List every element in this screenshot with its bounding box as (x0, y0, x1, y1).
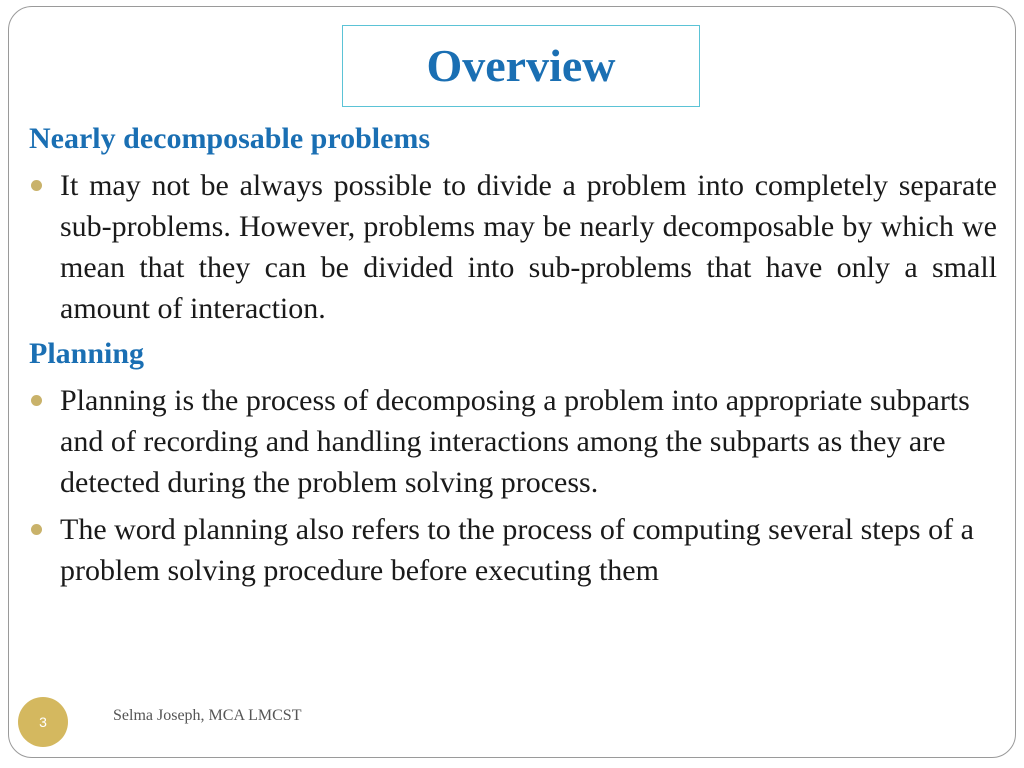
slide-title: Overview (426, 40, 616, 91)
slide-frame (8, 6, 1016, 758)
section-heading-decomposable: Nearly decomposable problems (29, 122, 431, 155)
title-box (342, 25, 700, 107)
footer-author: Selma Joseph, MCA LMCST (113, 707, 302, 724)
bullet-item (29, 509, 997, 591)
bullet-icon (31, 524, 42, 535)
bullet-text: It may not be always possible to divide a problem into completely separate sub-problems. However, problems may be nearly decomposable by which we mean that they can be divided into sub-problems that have only a small amount of interaction. (60, 169, 997, 325)
bullet-item (29, 380, 997, 503)
page-number-badge: 3 (18, 697, 68, 747)
bullet-item (29, 165, 997, 329)
bullet-icon (31, 395, 42, 406)
section-heading-planning: Planning (29, 337, 145, 370)
bullet-text: The word planning also refers to the process of computing several steps of a problem solving procedure before executing them (60, 513, 974, 587)
bullet-text: Planning is the process of decomposing a problem into appropriate subparts and of recording and handling interactions among the subparts as they are detected during the problem solving process. (60, 384, 970, 499)
bullet-icon (31, 180, 42, 191)
slide-content (29, 118, 997, 595)
